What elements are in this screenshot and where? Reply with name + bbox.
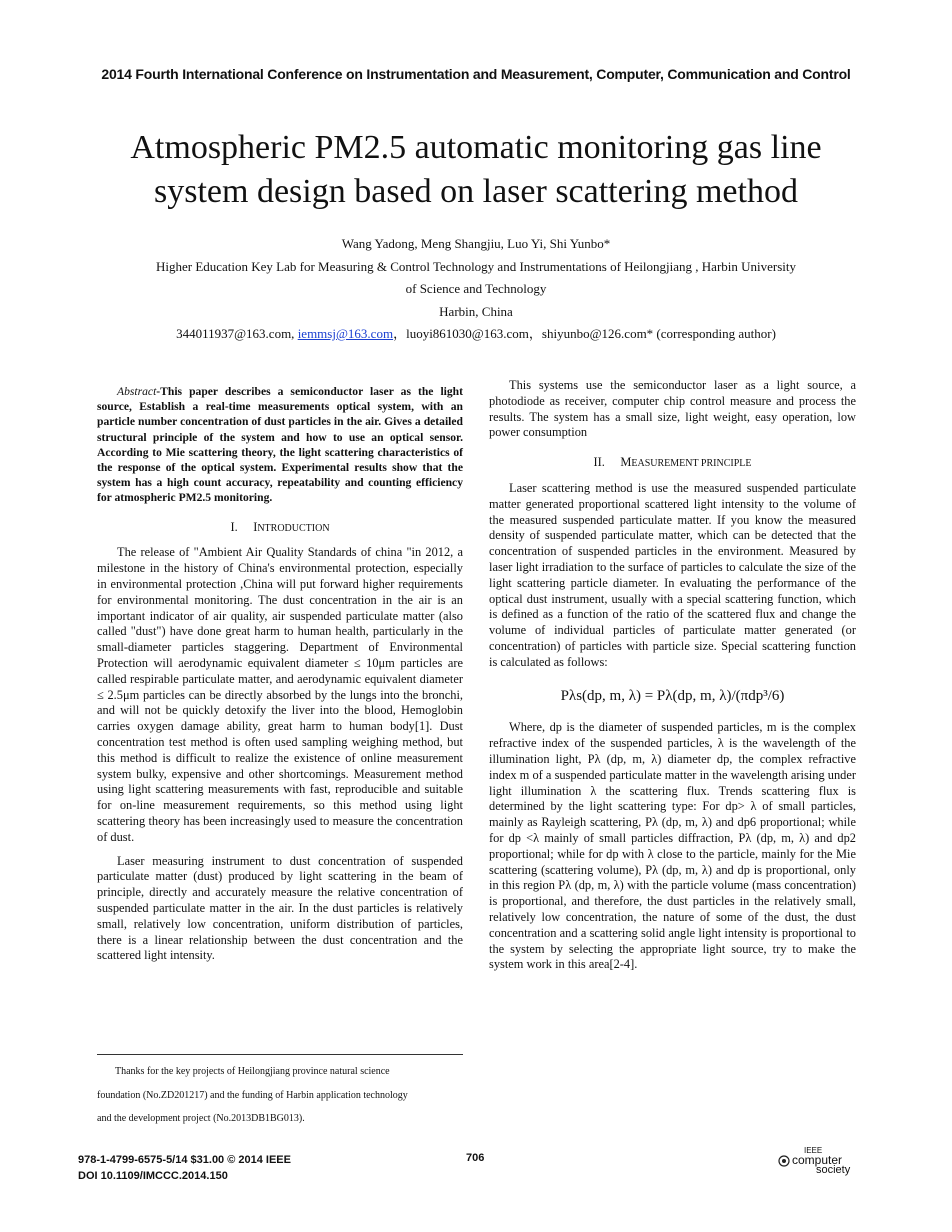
section-1-title-first: I bbox=[253, 519, 258, 534]
footnote-line-1: Thanks for the key projects of Heilongjiang province natural science bbox=[115, 1066, 390, 1077]
computer-society-logo bbox=[778, 1146, 868, 1178]
computer-society-logo-icon bbox=[778, 1155, 790, 1167]
section-1-title-rest: NTRODUCTION bbox=[257, 522, 330, 534]
page-number: 706 bbox=[466, 1152, 485, 1164]
abstract bbox=[97, 384, 463, 506]
affiliation-line-2: of Science and Technology bbox=[405, 281, 547, 296]
logo-ieee-text: IEEE bbox=[804, 1146, 823, 1155]
section-2-title-rest: EASUREMENT PRINCIPLE bbox=[631, 458, 752, 470]
intro-paragraph-1: The release of "Ambient Air Quality Standards of china "in 2012, a milestone in the history of China's environmental protection, especially in environmental protection ,China will put forward higher requirements for environmental monitoring. The dust concentration in the air is an important indicator of air quality, air suspended particulate matter (also called "dust") have done great harm to human health, particularly in the small-diameter particles staggering. Department of Environmental Protection will aerodynamic equivalent diameter ≤ 10μm particles are called respirable particulate matter, and aerodynamic equivalent diameter ≤ 2.5μm particles can be directly absorbed by the lungs into the bronchi, and will not be quickly detoxify the liver into the blood, Hemoglobin carries oxygen damage ability, great harm to human body[1]. Dust concentration test method is often used sampling weighing method, but this method is difficult to realize the existence of online measurement system bulky, expensive and other shortcomings. Measurement method using light scattering measurements with fast, reproducible and suitable for on-line measurement requirements, so this method using light scattering theory has been increasingly used to measure the concentration of dust. bbox=[97, 545, 463, 844]
section-2-numeral: II. bbox=[593, 455, 605, 470]
title-line-1: Atmospheric PM2.5 automatic monitoring gas line bbox=[130, 129, 822, 166]
footnote-divider bbox=[97, 1054, 463, 1055]
email-text-1: 344011937@163.com, bbox=[176, 326, 298, 341]
footer-doi: DOI 10.1109/IMCCC.2014.150 bbox=[78, 1170, 228, 1182]
title-line-2: system design based on laser scattering method bbox=[154, 173, 798, 210]
footnote bbox=[97, 1060, 477, 1131]
authors: Wang Yadong, Meng Shangjiu, Luo Yi, Shi Yunbo* bbox=[341, 236, 611, 251]
email-text-3: ，luoyi861030@163.com，shiyunbo@126.com* (corresponding author) bbox=[393, 326, 776, 341]
intro-paragraph-2: Laser measuring instrument to dust concentration of suspended particulate matter (dust) produced by light scattering in the beam of principle, directly and accurately measure the relative concentration of suspended particulate matter in the air. In the dust particles is relatively small, relatively low concentration, uniform distribution of particles, there is a linear relationship between the dust concentration and the scattered light intensity. bbox=[97, 853, 463, 963]
location: Harbin, China bbox=[439, 303, 513, 319]
footer-isbn: 978-1-4799-6575-5/14 $31.00 © 2014 IEEE bbox=[78, 1154, 291, 1166]
footnote-line-3: and the development project (No.2013DB1BG013). bbox=[97, 1113, 305, 1124]
email-line bbox=[60, 323, 892, 346]
section-2-heading bbox=[489, 455, 856, 472]
logo-computer-text: computer bbox=[792, 1153, 843, 1167]
right-column bbox=[489, 378, 856, 973]
principle-paragraph-1: Laser scattering method is use the measured suspended particulate matter generated proportional scattered light intensity to the volume of the measured suspended particulate matter. If you know the measured density of suspended particulate matter, which can be detected that the concentration of suspended particles in the environment. Measured by laser light irradiation to the surface of particles to calculate the size of the light scattering particle diameter. In evaluating the performance of the optical dust instrument, usually with a special scattering function, which is defined as a function of the ratio of the scattered flux and change the volume of individual particles of particulate matter generated (or concentration) of particles with particle size. Special scattering function is calculated as follows: bbox=[489, 480, 856, 669]
author-block bbox=[60, 233, 892, 346]
abstract-text: -This paper describes a semiconductor laser as the light source, Establish a real-time measurements optical system, with an particle number concentration of dust particles in the air. Gives a detailed structural principle of the system and how to use an optical sensor. According to Mie scattering theory, the light scattering characteristics of the response of the optical system. Experimental results show that the system has a high count accuracy, repeatability and counting efficiency for atmospheric PM2.5 monitoring. bbox=[97, 385, 463, 505]
principle-paragraph-2: Where, dp is the diameter of suspended particles, m is the complex refractive index of the suspended particles, λ is the wavelength of the illumination light, Pλ (dp, m, λ) diameter dp, the complex refractive index m of a suspended particulate matter in the wavelength arising under light illumination λ the scattering flux. Trends scattering flux is determined by the light scattering type: For dp> λ of small particles, mainly as Rayleigh scattering, Pλ (dp, m, λ) and dp6 proportional; while for dp <λ mainly of small particles diffraction, Pλ (dp, m, λ) and dp2 proportional; while for dp with λ close to the particle, mainly for the Mie scattering (scattering volume), Pλ (dp, m, λ) and dp is proportional, only in this region Pλ (dp, m, λ) with the particle volume (mass concentration) is proportional, and therefore, the dust particles in the relatively small, relatively low concentration, the nature of some of the dust, the dust concentration and a scattering solid angle light intensity is proportional to the system by selecting the appropriate light source, try to make the system work in this area[2-4]. bbox=[489, 720, 856, 972]
footer-copyright bbox=[78, 1152, 291, 1184]
paper-title bbox=[60, 126, 892, 214]
section-2-title-first: M bbox=[620, 455, 632, 470]
scattering-equation: Pλs(dp, m, λ) = Pλ(dp, m, λ)/(πdp³/6) bbox=[560, 687, 785, 704]
email-link[interactable]: iemmsj@163.com bbox=[297, 326, 394, 341]
system-intro-paragraph: This systems use the semiconductor laser as a light source, a photodiode as receiver, computer chip control measure and process the results. The system has a small size, light weight, easy operation, low power consumption bbox=[489, 378, 856, 440]
affiliation-line-1: Higher Education Key Lab for Measuring & Control Technology and Instrumentations of Heilongjiang , Harbin University bbox=[155, 258, 797, 274]
section-1-numeral: I. bbox=[230, 519, 238, 534]
footnote-line-2: foundation (No.ZD201217) and the funding of Harbin application technology bbox=[97, 1089, 408, 1101]
left-column bbox=[97, 384, 463, 964]
abstract-label: Abstract bbox=[117, 385, 157, 398]
section-1-heading bbox=[97, 520, 463, 537]
logo-society-text: society bbox=[816, 1164, 851, 1176]
conference-header: 2014 Fourth International Conference on Instrumentation and Measurement, Computer, Communication and Control bbox=[101, 66, 851, 82]
